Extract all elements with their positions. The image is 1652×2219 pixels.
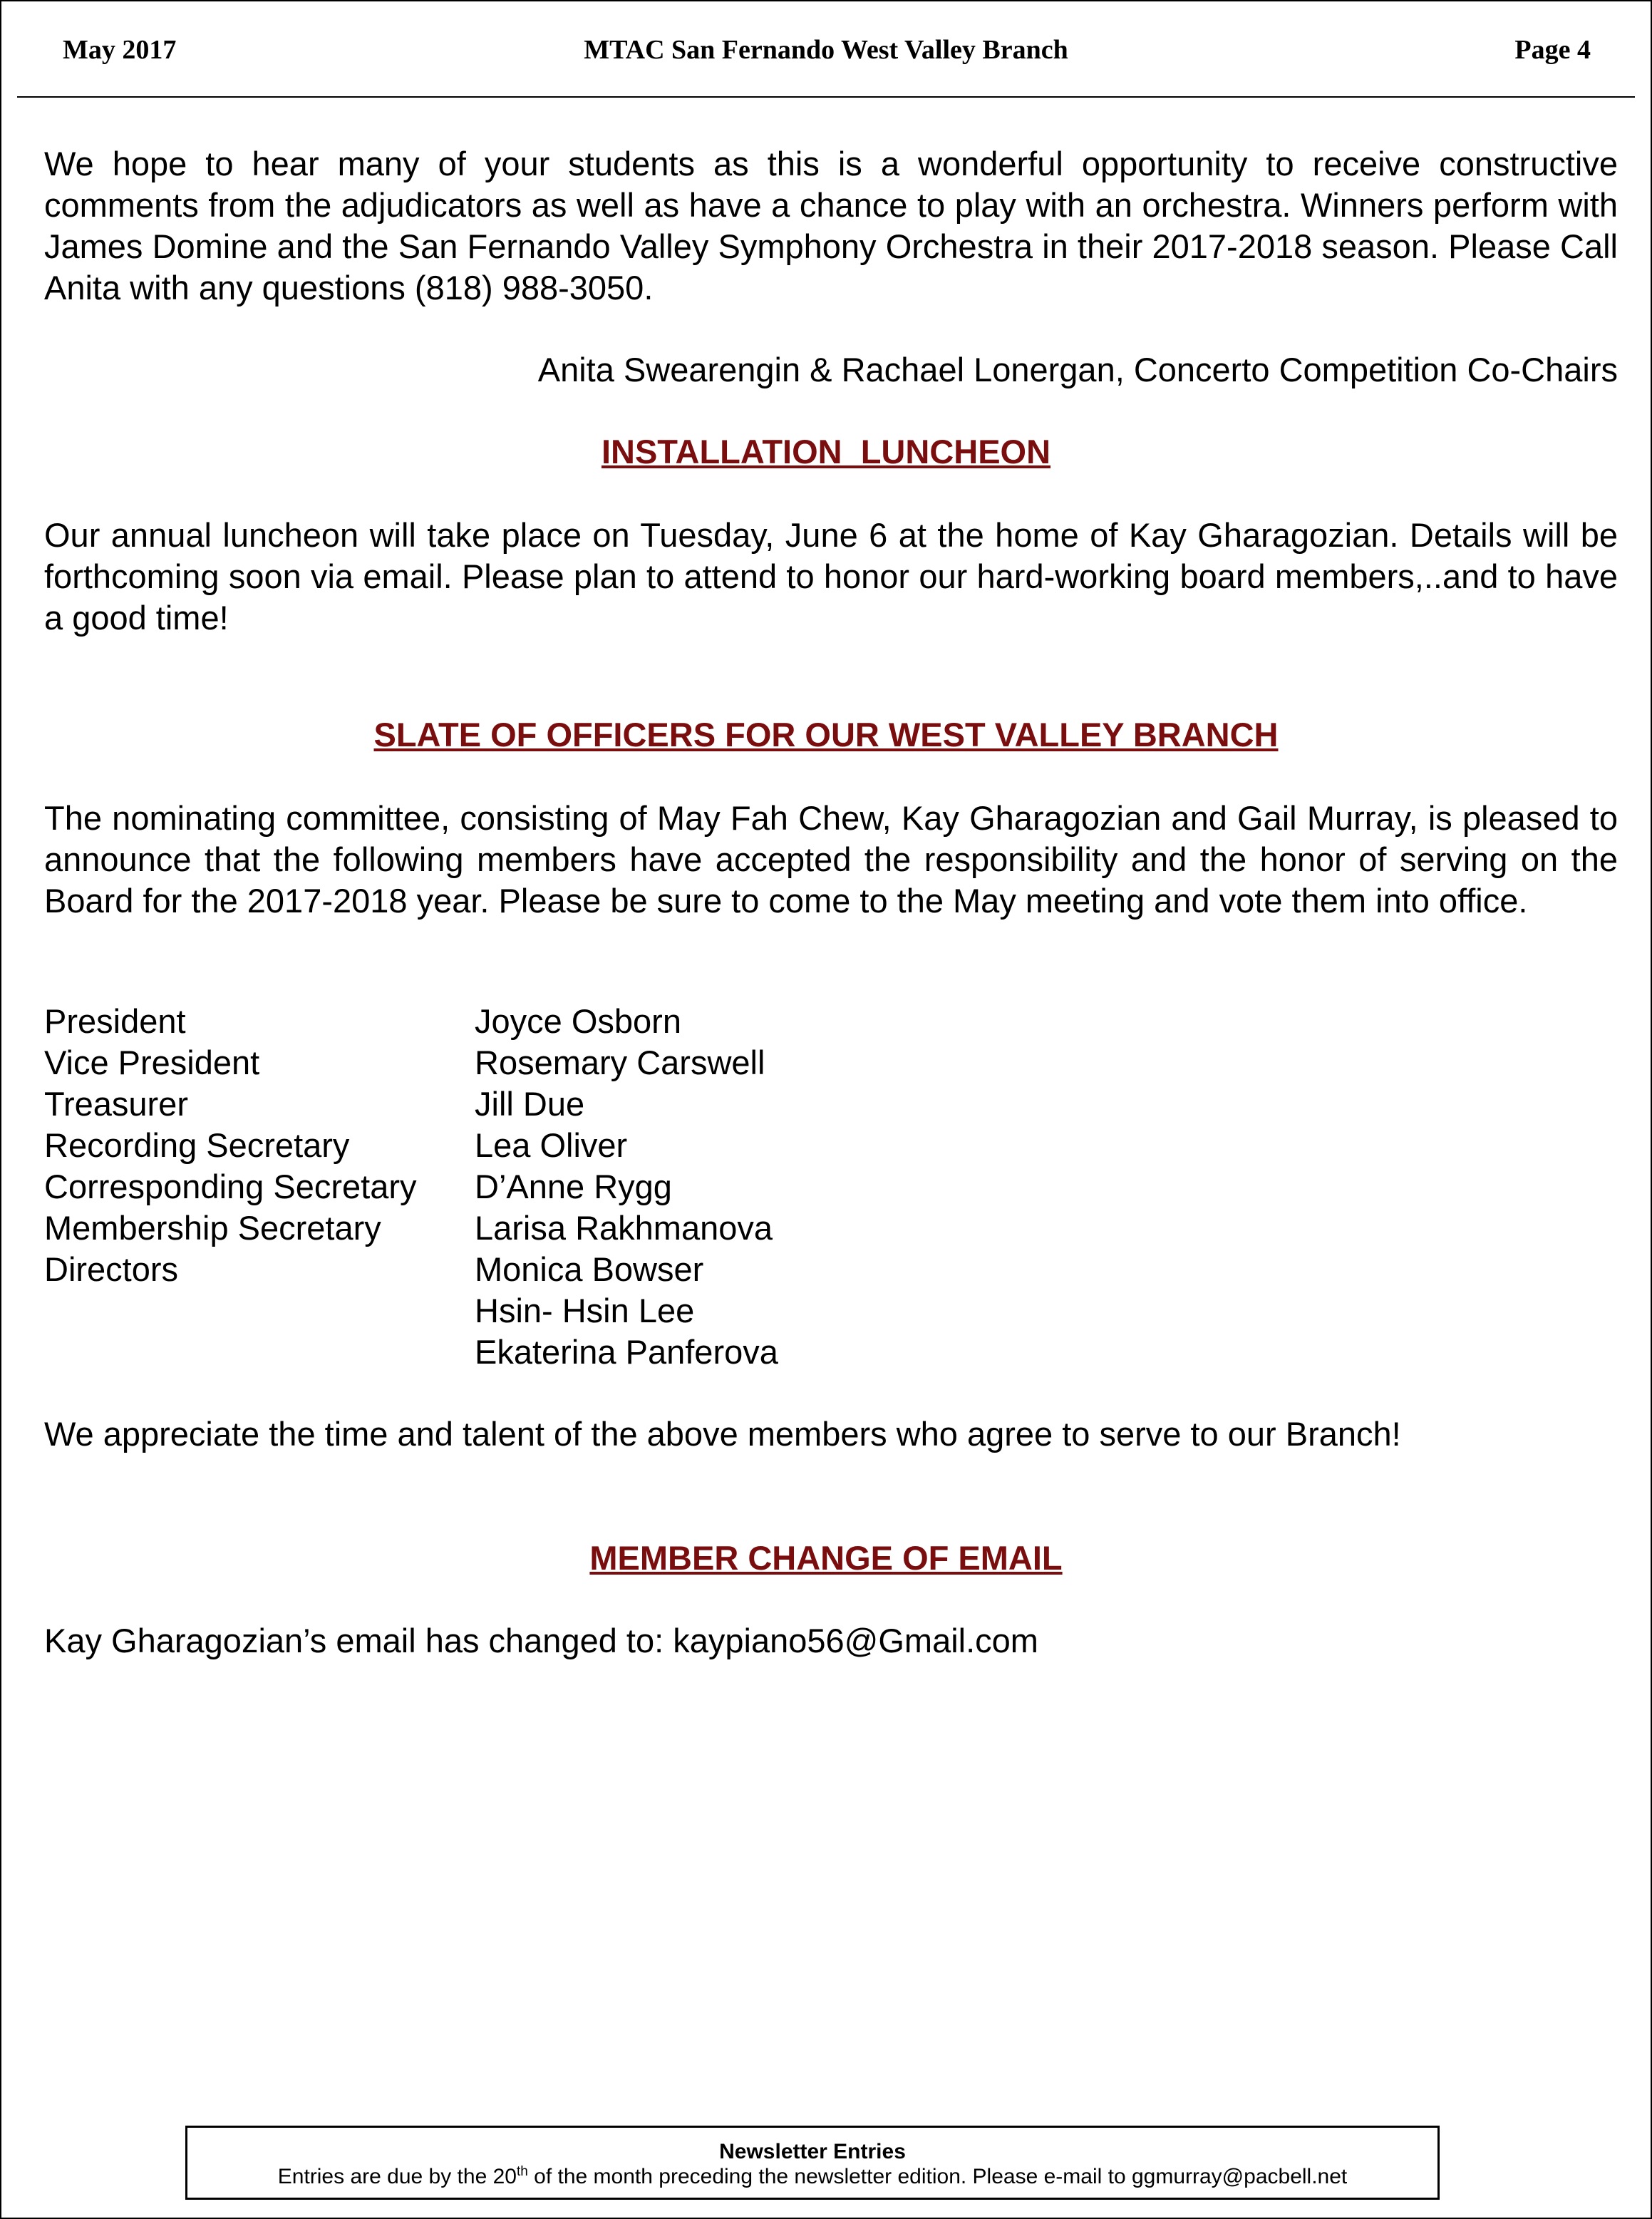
footer-text-start: Entries are due by the 20 bbox=[277, 2165, 517, 2188]
officer-name: Ekaterina Panferova bbox=[475, 1333, 778, 1371]
officer-role: Vice President bbox=[44, 1044, 260, 1081]
officer-name: D’Anne Rygg bbox=[475, 1168, 672, 1205]
luncheon-heading: INSTALLATION LUNCHEON bbox=[601, 433, 1051, 470]
header-divider bbox=[17, 96, 1635, 98]
officer-name: Lea Oliver bbox=[475, 1126, 628, 1164]
officer-row bbox=[44, 1208, 778, 1249]
footer-text-end: of the month preceding the newsletter edition. Please e-mail to ggmurray@pacbell.net bbox=[527, 2165, 1348, 2188]
officer-name: Jill Due bbox=[475, 1085, 585, 1123]
officer-name: Hsin- Hsin Lee bbox=[475, 1292, 695, 1329]
concerto-paragraph: We hope to hear many of your students as this is a wonderful opportunity to receive constructive comments from the adjudicators as well as have a chance to play with an orchestra. Winners perform with James Domine and the San Fernando Valley Symphony Orchestra in their 2017-2018 season. Please Call Anita with any questions (818) 988-3050. bbox=[44, 145, 1618, 307]
officer-role: Directors bbox=[44, 1250, 179, 1288]
officer-role: Treasurer bbox=[44, 1085, 188, 1123]
footer-title: Newsletter Entries bbox=[719, 2140, 906, 2163]
officers-list bbox=[44, 1001, 778, 1373]
officer-role bbox=[44, 1332, 475, 1373]
officer-name: Joyce Osborn bbox=[475, 1002, 681, 1040]
footer-instructions bbox=[187, 2165, 1437, 2189]
newsletter-entries-box bbox=[185, 2126, 1440, 2200]
officer-role: Corresponding Secretary bbox=[44, 1168, 417, 1205]
officer-row bbox=[44, 1166, 778, 1208]
officer-role: President bbox=[44, 1002, 186, 1040]
officer-row bbox=[44, 1125, 778, 1166]
officer-name: Rosemary Carswell bbox=[475, 1044, 765, 1081]
slate-heading: SLATE OF OFFICERS FOR OUR WEST VALLEY BRANCH bbox=[373, 716, 1279, 753]
header-date: May 2017 bbox=[63, 35, 177, 65]
email-change-heading: MEMBER CHANGE OF EMAIL bbox=[589, 1539, 1063, 1577]
email-change-paragraph: Kay Gharagozian’s email has changed to: kaypiano56@Gmail.com bbox=[44, 1622, 1038, 1659]
officer-name: Larisa Rakhmanova bbox=[475, 1209, 773, 1247]
luncheon-paragraph: Our annual luncheon will take place on Tuesday, June 6 at the home of Kay Gharagozian. Details will be forthcoming soon via email. Please plan to attend to honor our hard-working board members,..and to have a good time! bbox=[44, 516, 1618, 637]
officer-row bbox=[44, 1001, 778, 1042]
concerto-signature: Anita Swearengin & Rachael Lonergan, Concerto Competition Co-Chairs bbox=[537, 351, 1618, 388]
slate-paragraph: The nominating committee, consisting of May Fah Chew, Kay Gharagozian and Gail Murray, is pleased to announce that the following members have accepted the responsibility and the honor of serving on the Board for the 2017-2018 year. Please be sure to come to the May meeting and vote them into office. bbox=[44, 799, 1618, 920]
officer-row bbox=[44, 1290, 778, 1332]
officer-row bbox=[44, 1042, 778, 1083]
header-page-number: Page 4 bbox=[1514, 35, 1591, 65]
officer-name: Monica Bowser bbox=[475, 1250, 704, 1288]
footer-ordinal-suffix: th bbox=[516, 2164, 528, 2179]
header-branch-name: MTAC San Fernando West Valley Branch bbox=[584, 35, 1068, 65]
slate-closing: We appreciate the time and talent of the above members who agree to serve to our Branch! bbox=[44, 1415, 1401, 1453]
officer-role: Recording Secretary bbox=[44, 1126, 350, 1164]
officer-row bbox=[44, 1332, 778, 1373]
officer-role: Membership Secretary bbox=[44, 1209, 381, 1247]
officer-row bbox=[44, 1083, 778, 1125]
officer-role bbox=[44, 1290, 475, 1332]
officer-row bbox=[44, 1249, 778, 1290]
